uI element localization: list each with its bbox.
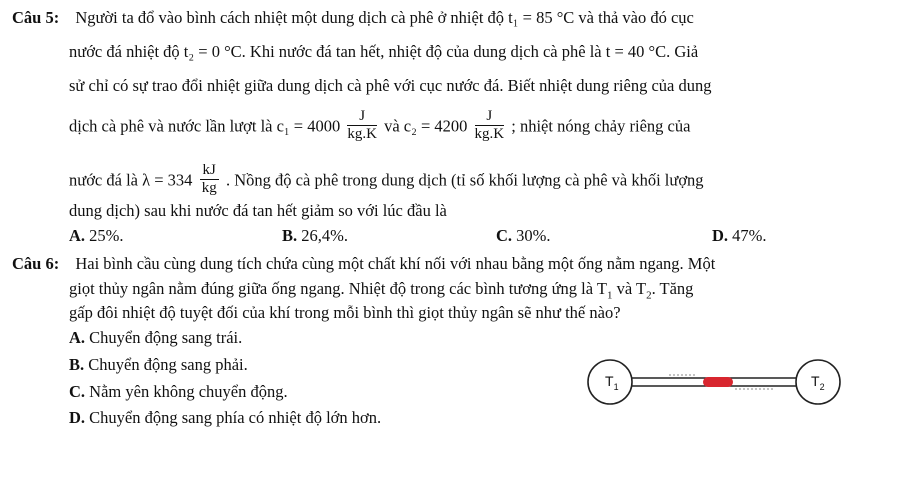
q6-option-d[interactable]	[69, 408, 381, 428]
q5-c1-text: dịch cà phê và nước lần lượt là c₁ = 4000	[69, 116, 341, 136]
option-text: Nằm yên không chuyển động.	[89, 382, 288, 401]
q6-text-line2c: . Tăng	[651, 279, 694, 298]
q6-text-line1: Hai bình cầu cùng dung tích chứa cùng một chất khí nối với nhau bằng một ống nằm ngang. Một	[75, 254, 716, 273]
unit-num-2: J	[475, 108, 505, 126]
option-text: Chuyển động sang phải.	[88, 355, 248, 374]
q5-text-line1: Người ta đổ vào bình cách nhiệt một dung dịch cà phê ở nhiệt độ t₁ = 85 °C và thả vào đó cục	[75, 8, 694, 27]
q5-heat-text: ; nhiệt nóng chảy riêng của	[511, 116, 691, 136]
option-text: 25%.	[89, 226, 124, 245]
q5-concentration-text: . Nồng độ cà phê trong dung dịch (tỉ số khối lượng cà phê và khối lượng	[226, 170, 704, 190]
t1-sub: 1	[613, 382, 619, 392]
q5-line6: dung dịch) sau khi nước đá tan hết giảm so với lúc đầu là	[69, 201, 447, 220]
option-letter: A.	[69, 328, 86, 347]
q6-line1	[12, 254, 715, 274]
lambda-num: kJ	[200, 162, 219, 180]
t1-letter: T	[605, 373, 614, 389]
q6-line2	[69, 279, 693, 305]
option-letter: D.	[69, 408, 86, 427]
lambda-den: kg	[201, 180, 217, 196]
unit-num-1: J	[347, 108, 377, 126]
q6-text-line2a: giọt thủy ngân nằm đúng giữa ống ngang. Nhiệt độ trong các bình tương ứng là T	[69, 279, 607, 298]
q6-text-line2b: và T	[612, 279, 647, 298]
t2-sub: 2	[819, 382, 825, 392]
two-bulbs-diagram	[585, 358, 843, 406]
q6-option-b[interactable]	[69, 355, 248, 375]
option-letter: B.	[69, 355, 85, 374]
t1-subscript: 1	[606, 289, 613, 302]
unit-fraction-1	[347, 108, 377, 143]
q5-lambda-text: nước đá là λ = 334	[69, 170, 193, 190]
q5-line3: sử chỉ có sự trao đổi nhiệt giữa dung dịch cà phê với cục nước đá. Biết nhiệt dung riêng của dung	[69, 76, 712, 95]
q6-option-a[interactable]	[69, 328, 242, 348]
option-text: 47%.	[732, 226, 767, 245]
option-text: 30%.	[516, 226, 551, 245]
option-letter: C.	[69, 382, 86, 401]
q5-line2: nước đá nhiệt độ t₂ = 0 °C. Khi nước đá tan hết, nhiệt độ của dung dịch cà phê là t = 40 °C. Giả	[69, 42, 699, 61]
q5-option-a[interactable]	[69, 226, 124, 246]
q5-option-d[interactable]	[712, 226, 767, 246]
q5-c2-text: và c₂ = 4200	[384, 116, 468, 136]
q5-label: Câu 5:	[12, 8, 60, 27]
unit-fraction-2	[475, 108, 505, 143]
q5-line4	[69, 110, 690, 145]
unit-den-2: kg.K	[474, 126, 505, 142]
t2-subscript: 2	[646, 289, 652, 302]
option-text: Chuyển động sang phía có nhiệt độ lớn hơn.	[89, 408, 382, 427]
q5-line5	[69, 164, 704, 199]
q5-line1	[12, 8, 694, 28]
q5-option-c[interactable]	[496, 226, 551, 246]
option-letter: A.	[69, 226, 86, 245]
q5-option-b[interactable]	[282, 226, 348, 246]
unit-den-1: kg.K	[347, 126, 377, 142]
option-letter: C.	[496, 226, 513, 245]
option-text: 26,4%.	[301, 226, 349, 245]
q6-option-c[interactable]	[69, 382, 288, 402]
q6-label: Câu 6:	[12, 254, 60, 273]
t2-letter: T	[811, 373, 820, 389]
option-text: Chuyển động sang trái.	[89, 328, 243, 347]
option-letter: D.	[712, 226, 729, 245]
mercury-drop	[703, 377, 733, 387]
lambda-fraction	[200, 162, 219, 197]
q6-line3: gấp đôi nhiệt độ tuyệt đối của khí trong mỗi bình thì giọt thủy ngân sẽ như thế nào?	[69, 303, 621, 322]
option-letter: B.	[282, 226, 298, 245]
